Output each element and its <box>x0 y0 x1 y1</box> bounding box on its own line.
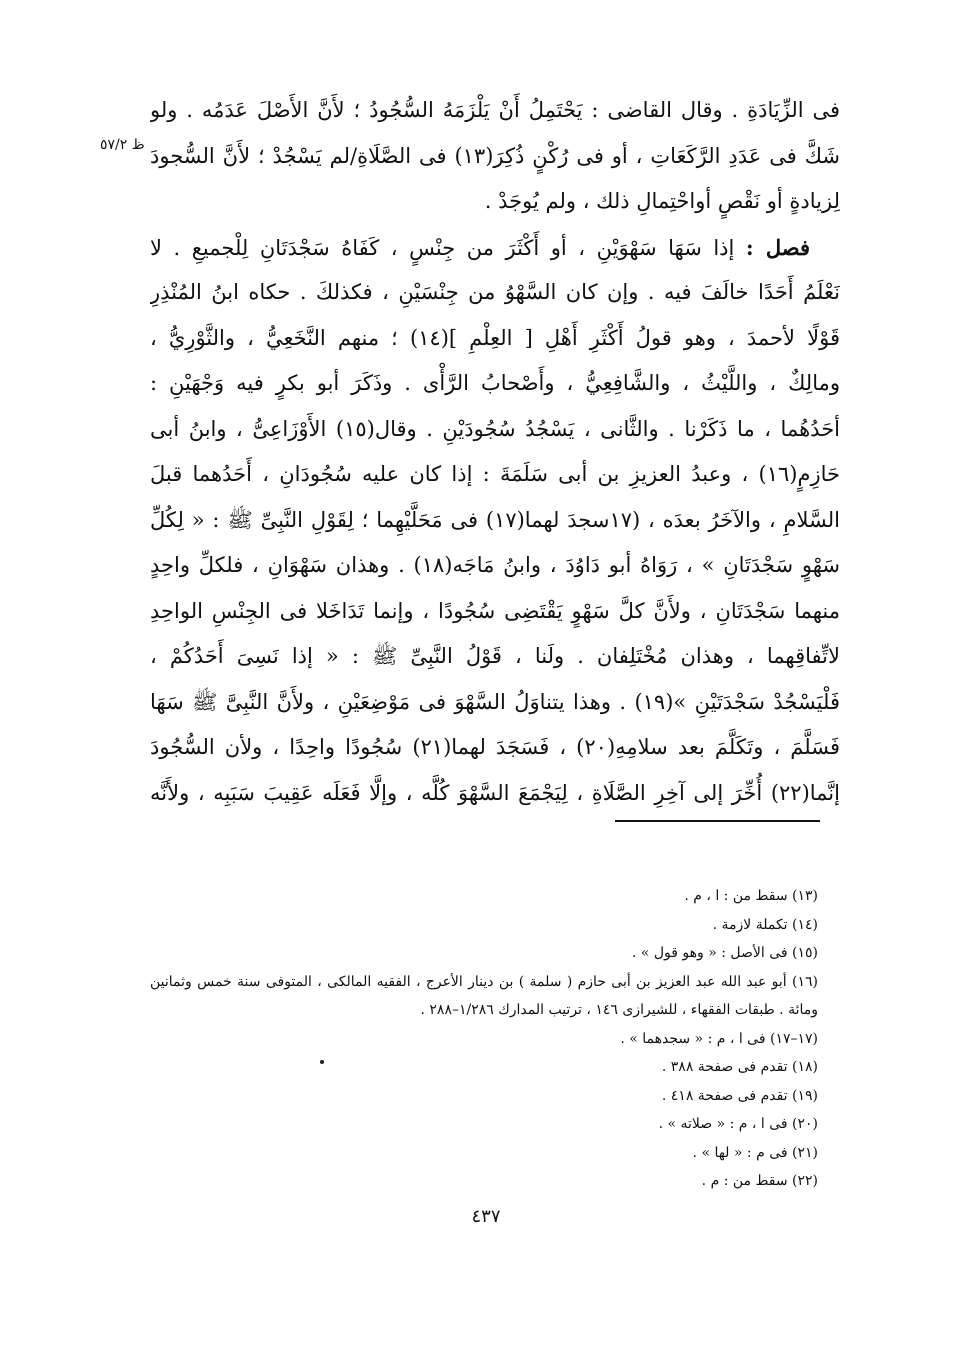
text-line: منهما سَجْدَتَانِ ، ولأَنَّ كلَّ سَهْوٍ يَقْتَضِى سُجُودًا ، وإنما تَدَاخَلا فى الجِنْسِ الواحِدِ <box>150 598 840 623</box>
footnote: (٢٠) فى ا ، م : « صلاته » . <box>658 1116 818 1132</box>
text-line: شَكَّ فى عَدَدِ الرَّكَعَاتِ ، أو فى رُكْنٍ ذُكِرَ(١٣) فى الصَّلَاةِ/لم يَسْجُدْ ؛ لأَنَّ السُّجودَ <box>150 143 840 168</box>
footnote: (٢١) فى م : « لها » . <box>692 1144 818 1161</box>
footnotes <box>150 882 818 1196</box>
text-line: السَّلامِ ، والآخَرُ بعدَه ، (١٧سجدَ لهما(١٧) فى مَحَلَّيْهِما ؛ لِقَوْلِ النَّبِىِّ ﷺ : « لِكُلِّ <box>150 507 840 532</box>
text-line: فَلْيَسْجُدْ سَجْدَتَيْنِ »(١٩) . وهذا يتناوَلُ السَّهْوَ فى مَوْضِعَيْنِ ، ولأَنَّ النَّبِىَّ ﷺ سَهَا <box>150 689 840 714</box>
text-line: نَعْلَمُ أَحَدًا خالَفَ فيه . وإن كان السَّهْوُ من جِنْسَيْنِ ، فكذلكَ . حكاه ابنُ المُنْذِرِ <box>150 280 840 304</box>
footnote: (١٧–١٧) فى ا ، م : « سجدهما » . <box>620 1030 818 1047</box>
text-line: فَسَلَّمَ ، وتَكَلَّمَ بعد سلامِهِ(٢٠) ، فَسَجَدَ لهما(٢١) سُجُودًا واحِدًا ، ولأن السُّجُودَ <box>150 735 840 759</box>
footnote: (١٣) سقط من : ا ، م . <box>684 888 818 904</box>
footnote: (٢٢) سقط من : م . <box>701 1173 818 1189</box>
footnote: (١٩) تقدم فى صفحة ٤١٨ . <box>661 1087 818 1104</box>
text-line: لِزيادةٍ أو نَقْصٍ أواحْتِمالِ ذلك ، ولم يُوجَدْ . <box>484 189 840 213</box>
footnote: (١٥) فى الأصل : « وهو قول » . <box>631 945 818 961</box>
text-line: فى الزِّيَادَةِ . وقال القاضى : يَحْتَمِلُ أَنْ يَلْزَمَهُ السُّجُودُ ؛ لأَنَّ الأَصْلَ عَدَمُه . ولو <box>150 98 840 122</box>
margin-folio-note: ظ ٥٧/٢ <box>100 137 145 153</box>
footnote: (١٤) تكملة لازمة . <box>712 916 818 933</box>
footnote: (١٨) تقدم فى صفحة ٣٨٨ . <box>661 1059 818 1075</box>
text-line: ومالِكٌ ، واللَّيْثُ ، والشَّافِعِيُّ ، وأَصْحابُ الرَّأْى . وذَكَرَ أبو بكرٍ فيه وَجْهَيْنِ : <box>150 371 840 395</box>
section-line <box>150 225 840 271</box>
section-heading: فصل : <box>745 234 810 260</box>
main-text <box>150 88 840 816</box>
text-line: إذا سَهَا سَهْوَيْنِ ، أو أَكْثَرَ من جِنْسٍ ، كَفَاهُ سَجْدَتَانِ لِلْجميعِ . لا <box>150 235 735 260</box>
text-line: حَازِمٍ(١٦) ، وعبدُ العزيزِ بن أبى سَلَمَةَ : إذا كان عليه سُجُودَانِ ، أَحَدُهما قبلَ <box>150 462 840 486</box>
footnote: (١٦) أبو عبد الله عبد العزيز بن أبى حازم ( سلمة ) بن دينار الأعرج ، الفقيه المالكى ، المتوفى سنة خمس وثمانين <box>150 973 818 990</box>
text-line: لاتِّفاقِهما ، وهذان مُخْتَلِفان . ولَنا ، قَوْلُ النَّبِىِّ ﷺ : « إذا نَسِىَ أَحَدُكُمْ ، <box>150 644 840 668</box>
text-line: قَوْلًا لأحمدَ ، وهو قولُ أَكْثَرِ أَهْلِ [ العِلْمِ ](١٤) ؛ منهم النَّخَعِيُّ ، والثَّوْرِيُّ ، <box>150 325 840 350</box>
stray-dot <box>320 1060 324 1064</box>
footnote-continuation: ومائة . طبقات الفقهاء ، للشيرازى ١٤٦ ، ترتيب المدارك ١/٢٨٦–٢٨٨ . <box>420 1002 818 1018</box>
text-line: أحَدُهُما ، ما ذَكَرْنا . والثَّانى ، يَسْجُدُ سُجُودَيْنِ . وقال(١٥) الأَوْزَاعِىُّ ، وابنُ أبى <box>150 416 840 441</box>
text-line: سَهْوٍ سَجْدَتَانِ » ، رَوَاهُ أبو دَاوُدَ ، وابنُ مَاجَه(١٨) . وهذان سَهْوَانِ ، فلكلِّ واحِدٍ <box>150 553 840 577</box>
footnote-separator <box>615 820 820 822</box>
page-number: ٤٣٧ <box>471 1206 501 1227</box>
text-line: إنَّما(٢٢) أُخِّرَ إلى آخِرِ الصَّلَاةِ ، لِيَجْمَعَ السَّهْوَ كُلَّه ، وإلَّا فَعَلَه عَقِيبَ سَبَبِه ، ولأَنَّه <box>150 780 840 805</box>
